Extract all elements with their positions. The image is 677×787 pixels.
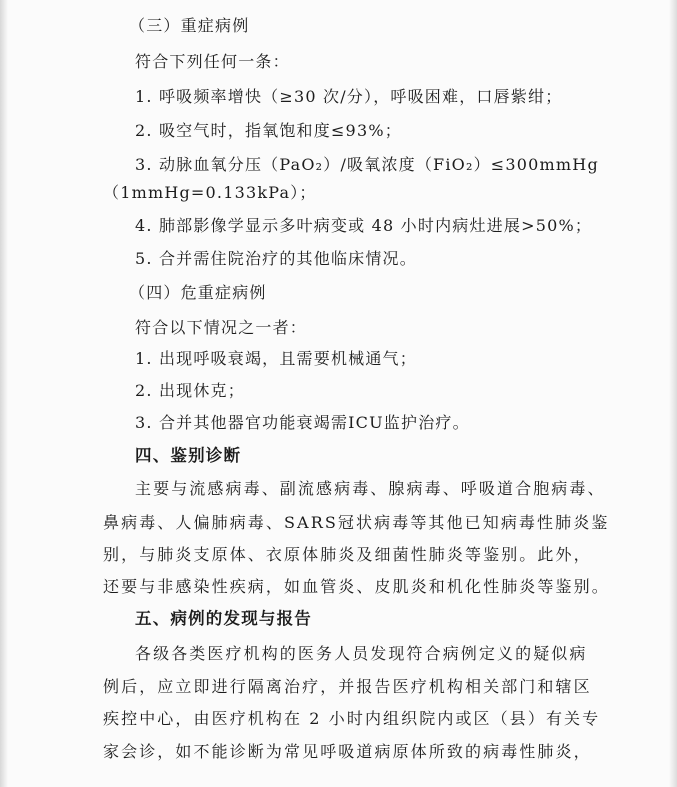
reporting-paragraph-line-3: 疾控中心，由医疗机构在 2 小时内组织院内或区（县）有关专 (103, 709, 601, 728)
criteria-item-1: 1. 呼吸频率增快（≥30 次/分），呼吸困难，口唇紫绀； (135, 87, 563, 106)
criteria-intro-critical: 符合以下情况之一者： (135, 318, 308, 337)
differential-paragraph-line-2: 鼻病毒、人偏肺病毒、SARS冠状病毒等其他已知病毒性肺炎鉴 (103, 513, 610, 532)
differential-paragraph-line-3: 别，与肺炎支原体、衣原体肺炎及细菌性肺炎等鉴别。此外， (103, 545, 592, 564)
critical-item-3: 3. 合并其他器官功能衰竭需ICU监护治疗。 (135, 413, 470, 432)
differential-paragraph-line-1: 主要与流感病毒、副流感病毒、腺病毒、呼吸道合胞病毒、 (135, 479, 606, 498)
critical-item-2: 2. 出现休克； (135, 381, 245, 400)
criteria-item-3-continued: （1mmHg=0.133kPa）； (103, 183, 317, 202)
criteria-item-4: 4. 肺部影像学显示多叶病变或 48 小时内病灶进展>50%； (135, 216, 593, 235)
section-heading-differential-diagnosis: 四、鉴别诊断 (135, 446, 242, 465)
reporting-paragraph-line-2: 例后，应立即进行隔离治疗，并报告医疗机构相关部门和辖区 (103, 677, 592, 696)
critical-item-1: 1. 出现呼吸衰竭，且需要机械通气； (135, 349, 417, 368)
section-heading-case-reporting: 五、病例的发现与报告 (135, 609, 312, 628)
criteria-item-3: 3. 动脉血氧分压（PaO₂）/吸氧浓度（FiO₂）≤300mmHg (135, 155, 599, 174)
criteria-item-2: 2. 吸空气时，指氧饱和度≤93%； (135, 121, 402, 140)
criteria-intro-severe: 符合下列任何一条： (135, 52, 290, 71)
section-heading-severe-cases: （三）重症病例 (129, 16, 250, 35)
differential-paragraph-line-4: 还要与非感染性疾病，如血管炎、皮肌炎和机化性肺炎等鉴别。 (103, 577, 610, 596)
reporting-paragraph-line-1: 各级各类医疗机构的医务人员发现符合病例定义的疑似病 (135, 644, 588, 663)
section-heading-critical-cases: （四）危重症病例 (129, 283, 267, 302)
reporting-paragraph-line-4: 家会诊，如不能诊断为常见呼吸道病原体所致的病毒性肺炎， (103, 742, 592, 761)
criteria-item-5: 5. 合并需住院治疗的其他临床情况。 (135, 249, 417, 268)
